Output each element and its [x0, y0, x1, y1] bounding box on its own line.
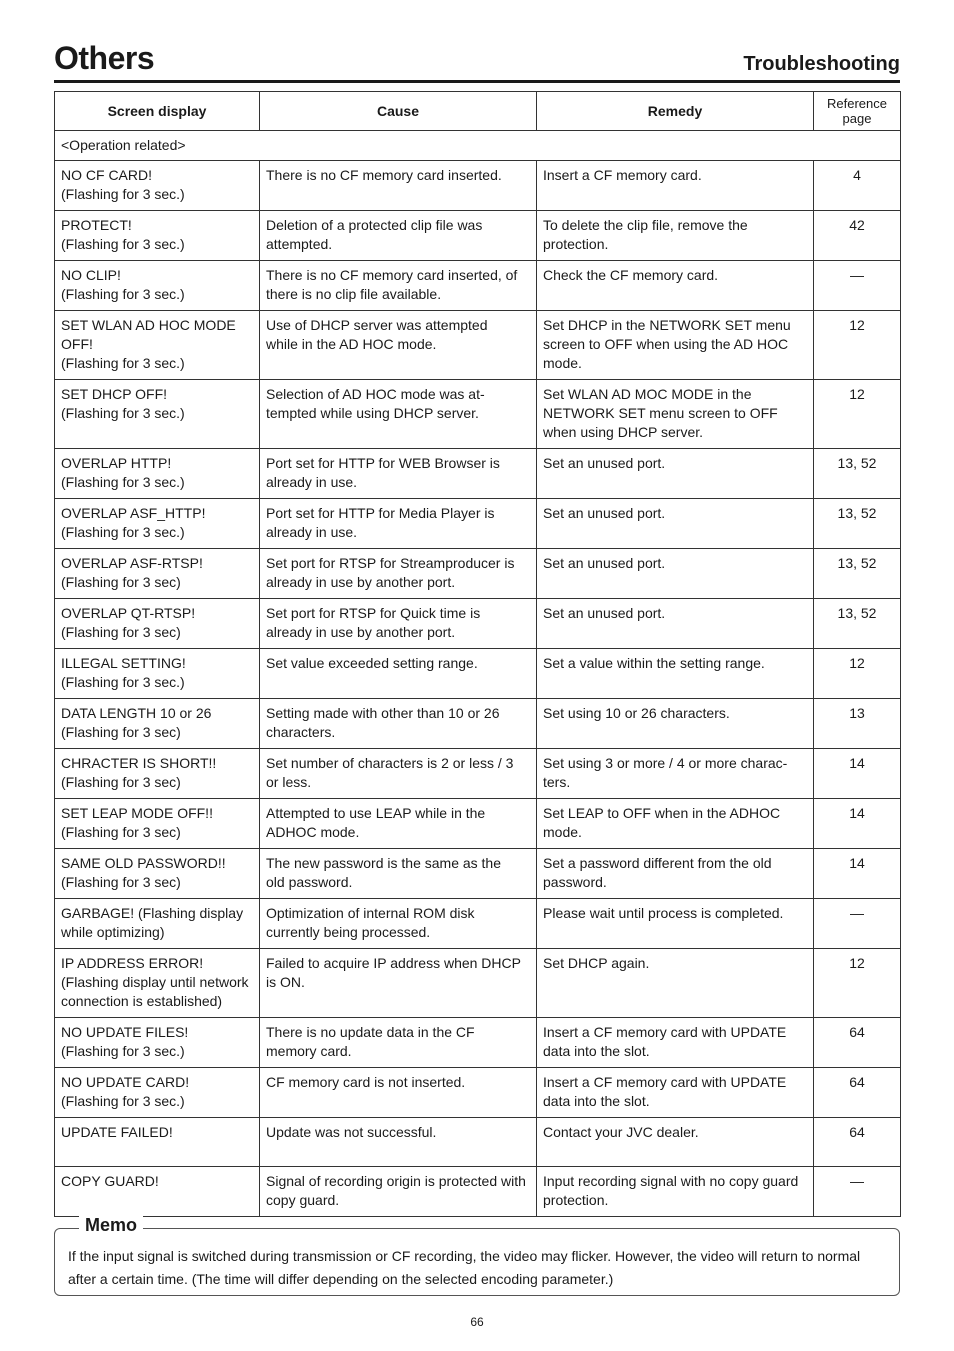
- cell-remedy: Contact your JVC dealer.: [537, 1118, 814, 1167]
- cell-reference-page: 14: [814, 799, 901, 849]
- cell-cause: The new password is the same as the old password.: [260, 849, 537, 899]
- cell-cause: Update was not successful.: [260, 1118, 537, 1167]
- cell-screen-display: NO UPDATE CARD! (Flashing for 3 sec.): [55, 1068, 260, 1118]
- cell-cause: Optimization of internal ROM disk currently being processed.: [260, 899, 537, 949]
- cell-cause: Port set for HTTP for Media Player is already in use.: [260, 499, 537, 549]
- cell-reference-page: 64: [814, 1018, 901, 1068]
- cell-screen-display: SET DHCP OFF! (Flashing for 3 sec.): [55, 380, 260, 449]
- cell-cause: Attempted to use LEAP while in the ADHOC mode.: [260, 799, 537, 849]
- cell-remedy: Set WLAN AD MOC MODE in the NETWORK SET menu screen to OFF when using DHCP server.: [537, 380, 814, 449]
- cell-screen-display: OVERLAP ASF_HTTP! (Flashing for 3 sec.): [55, 499, 260, 549]
- cell-screen-display: IP ADDRESS ERROR! (Flashing display until network connection is established): [55, 949, 260, 1018]
- cell-cause: Setting made with other than 10 or 26 characters.: [260, 699, 537, 749]
- cell-screen-display: OVERLAP ASF-RTSP! (Flashing for 3 sec): [55, 549, 260, 599]
- cell-cause: There is no update data in the CF memory card.: [260, 1018, 537, 1068]
- table-row: [55, 161, 901, 211]
- cell-cause: Set port for RTSP for Quick time is already in use by another port.: [260, 599, 537, 649]
- cell-reference-page: 64: [814, 1068, 901, 1118]
- cell-cause: There is no CF memory card inserted.: [260, 161, 537, 211]
- cell-reference-page: 13, 52: [814, 549, 901, 599]
- cell-screen-display: DATA LENGTH 10 or 26 (Flashing for 3 sec): [55, 699, 260, 749]
- memo-title: Memo: [79, 1215, 143, 1236]
- page-header: [54, 38, 900, 83]
- memo-box: [54, 1215, 900, 1296]
- cell-remedy: Set a value within the setting range.: [537, 649, 814, 699]
- cell-reference-page: 4: [814, 161, 901, 211]
- cell-remedy: To delete the clip file, remove the protection.: [537, 211, 814, 261]
- table-row: [55, 311, 901, 380]
- table-row: [55, 599, 901, 649]
- page-title: Others: [54, 40, 155, 76]
- cell-screen-display: COPY GUARD!: [55, 1167, 260, 1217]
- cell-reference-page: 12: [814, 649, 901, 699]
- cell-remedy: Insert a CF memory card with UPDATE data into the slot.: [537, 1018, 814, 1068]
- cell-cause: Selection of AD HOC mode was at- tempted while using DHCP server.: [260, 380, 537, 449]
- cell-cause: Port set for HTTP for WEB Browser is already in use.: [260, 449, 537, 499]
- table-row: [55, 649, 901, 699]
- cell-reference-page: 12: [814, 311, 901, 380]
- section-title: Troubleshooting: [743, 53, 900, 75]
- cell-cause: CF memory card is not inserted.: [260, 1068, 537, 1118]
- cell-screen-display: GARBAGE! (Flashing display while optimizing): [55, 899, 260, 949]
- cell-remedy: Set using 10 or 26 characters.: [537, 699, 814, 749]
- table-header-row: [55, 92, 901, 131]
- cell-screen-display: PROTECT! (Flashing for 3 sec.): [55, 211, 260, 261]
- cell-screen-display: NO CF CARD! (Flashing for 3 sec.): [55, 161, 260, 211]
- cell-remedy: Set an unused port.: [537, 449, 814, 499]
- table-row: [55, 749, 901, 799]
- cell-reference-page: —: [814, 899, 901, 949]
- cell-remedy: Insert a CF memory card.: [537, 161, 814, 211]
- cell-remedy: Set an unused port.: [537, 599, 814, 649]
- cell-reference-page: —: [814, 1167, 901, 1217]
- cell-reference-page: 64: [814, 1118, 901, 1167]
- cell-reference-page: 12: [814, 949, 901, 1018]
- cell-cause: Signal of recording origin is protected with copy guard.: [260, 1167, 537, 1217]
- cell-remedy: Insert a CF memory card with UPDATE data into the slot.: [537, 1068, 814, 1118]
- cell-cause: Failed to acquire IP address when DHCP is ON.: [260, 949, 537, 1018]
- table-row: [55, 549, 901, 599]
- table-row: [55, 449, 901, 499]
- cell-reference-page: 13: [814, 699, 901, 749]
- cell-remedy: Check the CF memory card.: [537, 261, 814, 311]
- cell-screen-display: SET LEAP MODE OFF!! (Flashing for 3 sec): [55, 799, 260, 849]
- cell-screen-display: NO UPDATE FILES! (Flashing for 3 sec.): [55, 1018, 260, 1068]
- cell-reference-page: 13, 52: [814, 499, 901, 549]
- memo-text: If the input signal is switched during transmission or CF recording, the video may flicker. However, the video will return to normal after a certain time. (The time will differ depending on the selected encoding parameter.): [68, 1248, 861, 1287]
- cell-reference-page: 12: [814, 380, 901, 449]
- cell-reference-page: 42: [814, 211, 901, 261]
- table-row: [55, 1167, 901, 1217]
- table-row: [55, 261, 901, 311]
- table-row: [55, 799, 901, 849]
- table-row: [55, 1018, 901, 1068]
- cell-remedy: Set DHCP again.: [537, 949, 814, 1018]
- page-number: 66: [470, 1315, 484, 1329]
- cell-screen-display: SET WLAN AD HOC MODE OFF! (Flashing for 3 sec.): [55, 311, 260, 380]
- cell-remedy: Set an unused port.: [537, 499, 814, 549]
- table-row: [55, 211, 901, 261]
- column-header-remedy: Remedy: [537, 92, 814, 131]
- table-row: [55, 699, 901, 749]
- group-label: <Operation related>: [55, 131, 901, 161]
- cell-remedy: Set a password different from the old password.: [537, 849, 814, 899]
- cell-remedy: Please wait until process is completed.: [537, 899, 814, 949]
- cell-screen-display: UPDATE FAILED!: [55, 1118, 260, 1167]
- table-row: [55, 849, 901, 899]
- table-row: [55, 499, 901, 549]
- column-header-reference-page: Reference page: [814, 92, 901, 131]
- cell-screen-display: ILLEGAL SETTING! (Flashing for 3 sec.): [55, 649, 260, 699]
- cell-screen-display: OVERLAP HTTP! (Flashing for 3 sec.): [55, 449, 260, 499]
- table-row: [55, 1118, 901, 1167]
- cell-screen-display: CHRACTER IS SHORT!! (Flashing for 3 sec): [55, 749, 260, 799]
- table-body: [55, 131, 901, 1217]
- cell-remedy: Set using 3 or more / 4 or more charac- ters.: [537, 749, 814, 799]
- cell-remedy: Set LEAP to OFF when in the ADHOC mode.: [537, 799, 814, 849]
- cell-reference-page: 14: [814, 749, 901, 799]
- table-row: [55, 1068, 901, 1118]
- cell-cause: Set value exceeded setting range.: [260, 649, 537, 699]
- cell-remedy: Set DHCP in the NETWORK SET menu screen to OFF when using the AD HOC mode.: [537, 311, 814, 380]
- column-header-screen-display: Screen display: [55, 92, 260, 131]
- cell-reference-page: —: [814, 261, 901, 311]
- cell-remedy: Input recording signal with no copy guard protection.: [537, 1167, 814, 1217]
- table-row: [55, 949, 901, 1018]
- cell-cause: Deletion of a protected clip file was attempted.: [260, 211, 537, 261]
- troubleshooting-table: [54, 91, 901, 1217]
- cell-cause: Set number of characters is 2 or less / 3 or less.: [260, 749, 537, 799]
- cell-reference-page: 14: [814, 849, 901, 899]
- cell-cause: Use of DHCP server was attempted while in the AD HOC mode.: [260, 311, 537, 380]
- column-header-cause: Cause: [260, 92, 537, 131]
- cell-reference-page: 13, 52: [814, 449, 901, 499]
- cell-screen-display: SAME OLD PASSWORD!! (Flashing for 3 sec): [55, 849, 260, 899]
- cell-cause: There is no CF memory card inserted, of there is no clip file available.: [260, 261, 537, 311]
- cell-cause: Set port for RTSP for Streamproducer is already in use by another port.: [260, 549, 537, 599]
- cell-remedy: Set an unused port.: [537, 549, 814, 599]
- table-row: [55, 380, 901, 449]
- cell-reference-page: 13, 52: [814, 599, 901, 649]
- table-row: [55, 899, 901, 949]
- cell-screen-display: NO CLIP! (Flashing for 3 sec.): [55, 261, 260, 311]
- cell-screen-display: OVERLAP QT-RTSP! (Flashing for 3 sec): [55, 599, 260, 649]
- group-row: [55, 131, 901, 161]
